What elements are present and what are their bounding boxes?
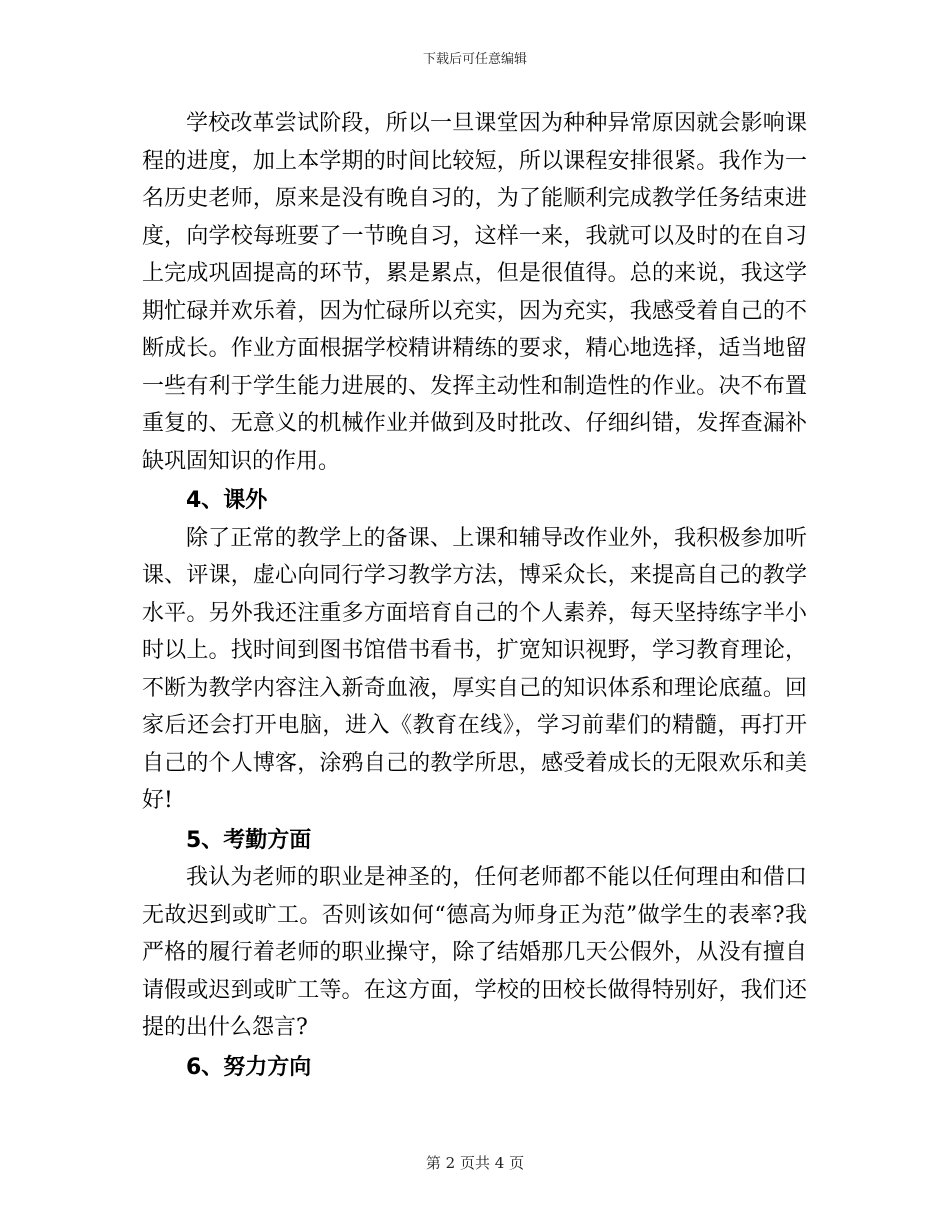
section-heading-extracurricular: 4、课外 <box>186 488 268 513</box>
page-header-note: 下载后可任意编辑 <box>422 52 527 67</box>
body-paragraph: 学校改革尝试阶段，所以一旦课堂因为种种异常原因就会影响课程的进度，加上本学期的时间比较短，所以课程安排很紧。我作为一名历史老师，原来是没有晚自习的，为了能顺利完成教学任务结束进度，向学校每班要了一节晚自习，这样一来，我就可以及时的在自习上完成巩固提高的环节，累是累点，但是很值得。总的来说，我这学期忙碌并欢乐着，因为忙碌所以充实，因为充实，我感受着自己的不断成长。作业方面根据学校精讲精练的要求，精心地选择，适当地留一些有利于学生能力进展的、发挥主动性和制造性的作业。决不布置重复的、无意义的机械作业并做到及时批改、仔细纠错，发挥查漏补缺巩固知识的作用。 <box>142 111 807 474</box>
page-footer-number: 第 2 页共 4 页 <box>425 1154 525 1172</box>
body-paragraph: 除了正常的教学上的备课、上课和辅导改作业外，我积极参加听课、评课，虚心向同行学习教学方法，博采众长，来提高自己的教学水平。另外我还注重多方面培育自己的个人素养，每天坚持练字半小时以上。找时间到图书馆借书看书，扩宽知识视野，学习教育理论，不断为教学内容注入新奇血液，厚实自己的知识体系和理论底蕴。回家后还会打开电脑，进入《教育在线》，学习前辈们的精髓，再打开自己的个人博客，涂鸦自己的教学所思，感受着成长的无限欢乐和美好! <box>142 525 807 813</box>
section-heading-direction: 6、努力方向 <box>186 1054 312 1080</box>
document-body <box>142 105 807 1086</box>
body-paragraph: 我认为老师的职业是神圣的，任何老师都不能以任何理由和借口无故迟到或旷工。否则该如何“德高为师身正为范”做学生的表率?我严格的履行着老师的职业操守，除了结婚那几天公假外，从没有擅自请假或迟到或旷工等。在这方面，学校的田校长做得特别好，我们还提的出什么怨言? <box>142 865 807 1040</box>
section-heading-attendance: 5、考勤方面 <box>186 827 312 853</box>
